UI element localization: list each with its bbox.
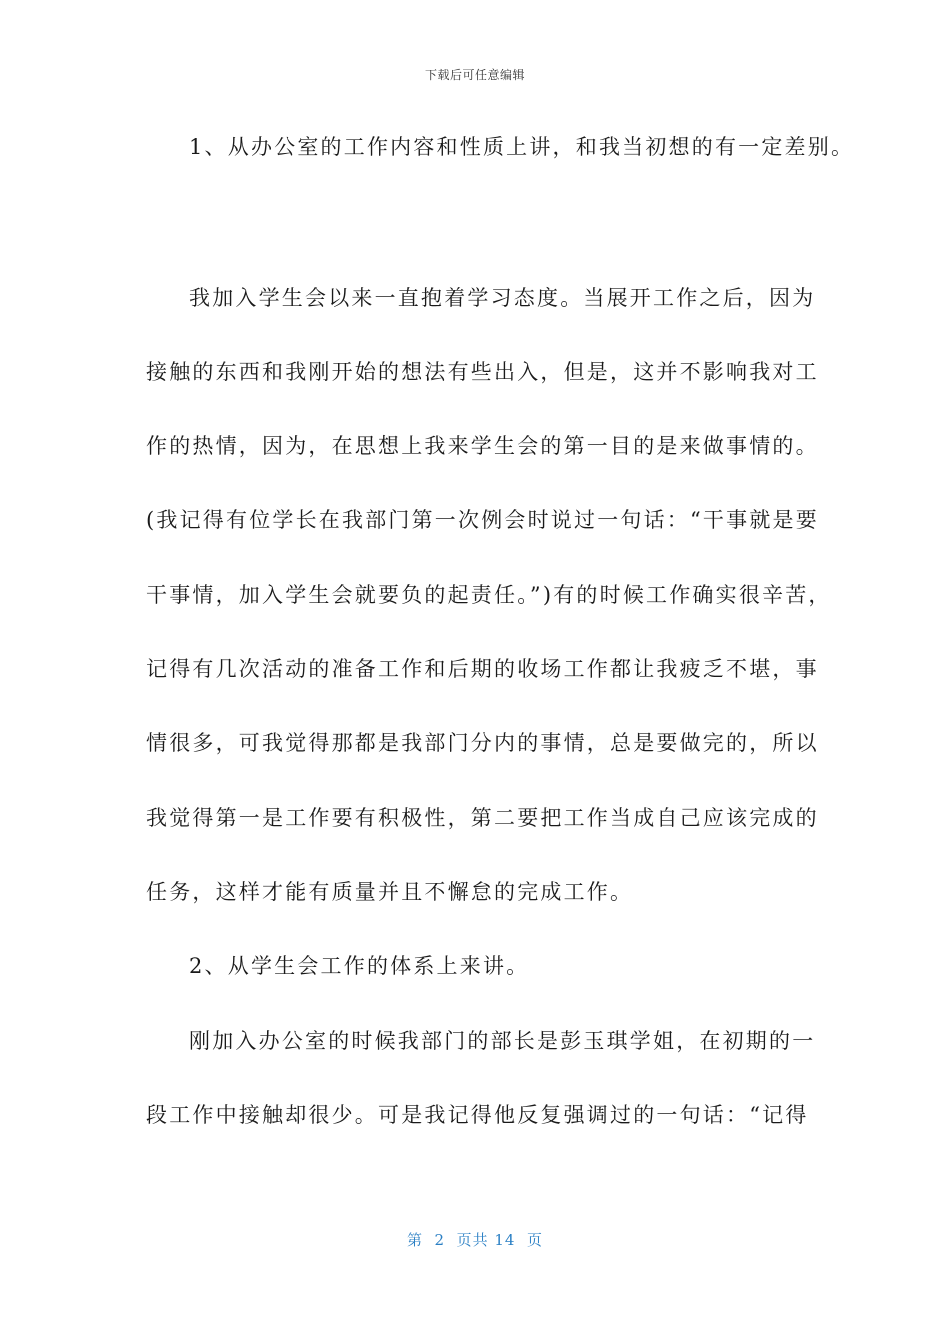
paragraph-line: (我记得有位学长在我部门第一次例会时说过一句话：“干事就是要 <box>146 508 819 532</box>
paragraph-line: 任务，这样才能有质量并且不懈怠的完成工作。 <box>146 880 634 904</box>
paragraph-line: 情很多，可我觉得那都是我部门分内的事情，总是要做完的，所以 <box>146 731 819 755</box>
paragraph-line: 我觉得第一是工作要有积极性，第二要把工作当成自己应该完成的 <box>146 806 819 830</box>
paragraph-line: 我加入学生会以来一直抱着学习态度。当展开工作之后，因为 <box>189 286 816 310</box>
paragraph-line: 作的热情，因为，在思想上我来学生会的第一目的是来做事情的。 <box>146 434 819 458</box>
paragraph-line: 1、从办公室的工作内容和性质上讲，和我当初想的有一定差别。 <box>189 135 855 159</box>
paragraph-line: 记得有几次活动的准备工作和后期的收场工作都让我疲乏不堪，事 <box>146 657 819 681</box>
paragraph-line: 接触的东西和我刚开始的想法有些出入，但是，这并不影响我对工 <box>146 360 819 384</box>
section-heading: 2、从学生会工作的体系上来讲。 <box>189 954 530 978</box>
page-footer: 第 2 页共 14 页 <box>406 1231 543 1249</box>
paragraph-line: 刚加入办公室的时候我部门的部长是彭玉琪学姐，在初期的一 <box>189 1029 816 1053</box>
page-header: 下载后可任意编辑 <box>424 68 525 82</box>
paragraph-line: 干事情，加入学生会就要负的起责任。”)有的时候工作确实很辛苦， <box>146 583 832 607</box>
paragraph-line: 段工作中接触却很少。可是我记得他反复强调过的一句话：“记得 <box>146 1103 809 1127</box>
